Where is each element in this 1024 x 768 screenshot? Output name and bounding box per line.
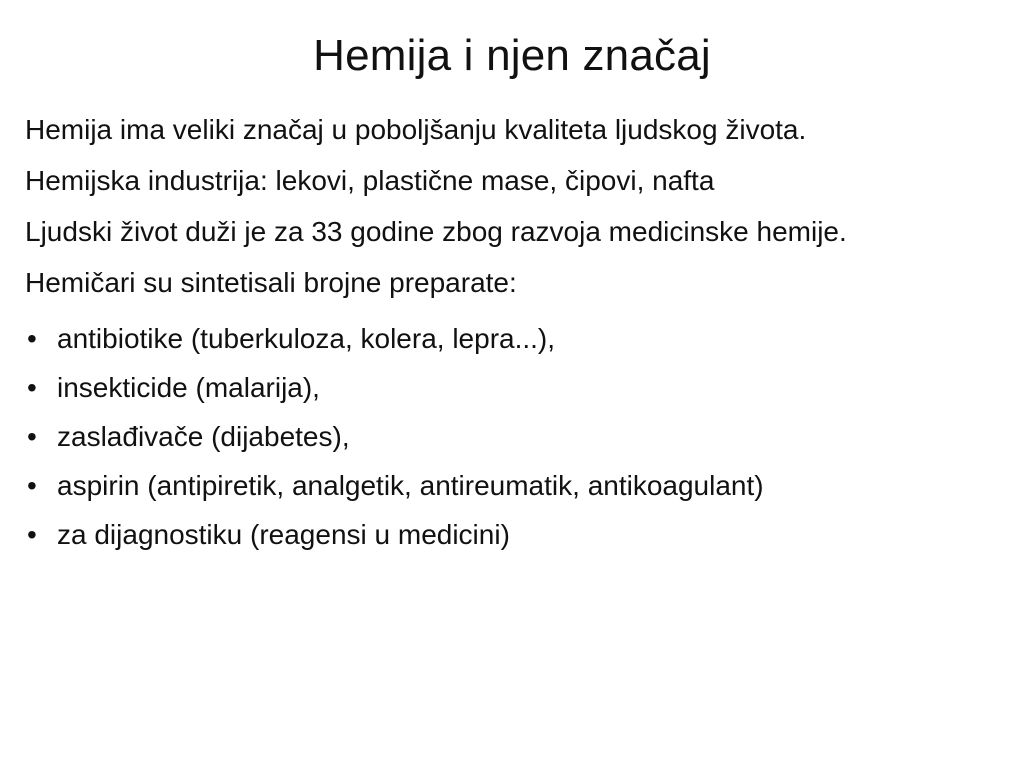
paragraph-preparations: Hemičari su sintetisali brojne preparate: xyxy=(25,267,517,298)
list-item-text: zaslađivače (dijabetes), xyxy=(57,421,350,452)
list-item xyxy=(25,510,1001,559)
list-item-text: insekticide (malarija), xyxy=(57,372,320,403)
paragraph-industry: Hemijska industrija: lekovi, plastične mase, čipovi, nafta xyxy=(25,165,715,196)
preparations-list xyxy=(25,314,1001,559)
bullet-icon: • xyxy=(27,372,37,403)
paragraph-importance: Hemija ima veliki značaj u poboljšanju kvaliteta ljudskog života. xyxy=(25,114,807,145)
list-item xyxy=(25,314,1001,363)
list-item xyxy=(25,412,1001,461)
slide-body xyxy=(25,110,1001,559)
list-item-text: antibiotike (tuberkuloza, kolera, lepra...), xyxy=(57,323,556,354)
bullet-icon: • xyxy=(27,323,37,354)
slide-title: Hemija i njen značaj xyxy=(313,31,711,80)
bullet-icon: • xyxy=(27,421,37,452)
list-item-text: aspirin (antipiretik, analgetik, antireumatik, antikoagulant) xyxy=(57,470,764,501)
list-item xyxy=(25,461,1001,510)
paragraph-lifespan: Ljudski život duži je za 33 godine zbog razvoja medicinske hemije. xyxy=(25,216,847,247)
list-item-text: za dijagnostiku (reagensi u medicini) xyxy=(57,519,510,550)
bullet-icon: • xyxy=(27,470,37,501)
bullet-icon: • xyxy=(27,519,37,550)
list-item xyxy=(25,363,1001,412)
